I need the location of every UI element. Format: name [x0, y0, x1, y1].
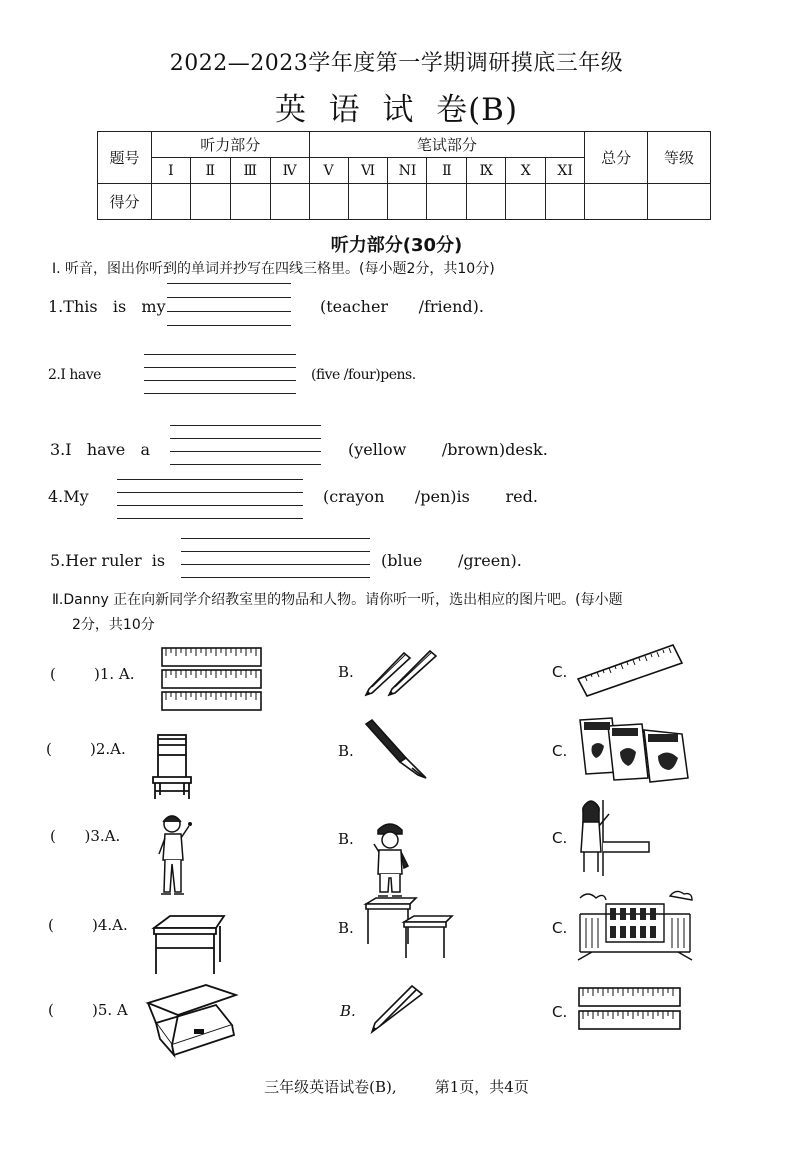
part1-instruction: Ⅰ. 听音，图出你听到的单词并抄写在四线三格里。(每小题2分，共10分): [52, 261, 495, 277]
score-col-9: Ⅸ: [467, 158, 506, 184]
score-cell[interactable]: [546, 184, 585, 220]
question-2-prefix: 2.I have: [48, 367, 101, 383]
score-cell[interactable]: [427, 184, 467, 220]
boy-student-icon[interactable]: [370, 822, 410, 898]
score-cell[interactable]: [388, 184, 427, 220]
score-col-3: Ⅲ: [230, 158, 270, 184]
score-cell[interactable]: [648, 184, 711, 220]
ruler-icon[interactable]: [575, 643, 685, 697]
score-col-1: Ⅰ: [151, 158, 190, 184]
fountain-pen-icon[interactable]: [362, 718, 430, 780]
exam-title-line1: 2022—2023学年度第一学期调研摸底三年级: [169, 51, 624, 76]
answer-paren-4[interactable]: ( )4.A.: [48, 916, 128, 934]
answer-paren-5[interactable]: ( )5. A: [48, 1001, 128, 1019]
question-5-prefix: 5.Her ruler is: [50, 551, 166, 570]
option-b-label-3: B.: [338, 830, 354, 848]
pencil-icon[interactable]: [370, 982, 426, 1034]
page-footer: 三年级英语试卷(B), 第1页，共4页: [264, 1078, 529, 1096]
score-table: [97, 131, 711, 220]
score-table-qnum-label: 题号: [98, 132, 152, 184]
score-cell[interactable]: [230, 184, 270, 220]
pencil-box-icon[interactable]: [146, 983, 238, 1057]
exam-title-line2: 英 语 试 卷(B): [274, 92, 519, 128]
score-cell[interactable]: [506, 184, 546, 220]
question-3-options: (yellow /brown)desk.: [348, 440, 548, 459]
question-4-writing-lines[interactable]: [117, 479, 303, 519]
question-5-writing-lines[interactable]: [181, 538, 370, 578]
answer-paren-3[interactable]: ( )3.A.: [50, 827, 121, 845]
question-1-options: (teacher /friend).: [320, 297, 484, 316]
option-c-label-1: C.: [552, 663, 568, 681]
score-col-6: Ⅵ: [348, 158, 388, 184]
option-b-label-5: B.: [340, 1002, 356, 1020]
score-cell[interactable]: [467, 184, 506, 220]
question-1-prefix: 1.This is my: [48, 297, 166, 316]
score-col-10: Ⅹ: [506, 158, 546, 184]
score-col-2: Ⅱ: [190, 158, 230, 184]
score-col-11: XI: [546, 158, 585, 184]
question-3-writing-lines[interactable]: [170, 425, 321, 465]
score-table-writing-label: 笔试部分: [309, 132, 585, 158]
question-1-writing-lines[interactable]: [167, 283, 291, 327]
score-table-total-label: 总分: [585, 132, 648, 184]
question-2-options: (five /four)pens.: [311, 367, 416, 383]
option-b-label-1: B.: [338, 663, 354, 681]
score-cell[interactable]: [348, 184, 388, 220]
question-4-prefix: 4.My: [48, 487, 89, 506]
two-desks-icon[interactable]: [364, 896, 454, 960]
two-rulers-icon[interactable]: [578, 986, 682, 1032]
score-table-score-label: 得分: [98, 184, 152, 220]
score-col-7: NI: [388, 158, 427, 184]
option-c-label-3: C.: [552, 829, 568, 847]
score-cell[interactable]: [151, 184, 190, 220]
desk-icon[interactable]: [150, 914, 226, 976]
question-5-options: (blue /green).: [381, 551, 522, 570]
option-c-label-4: C.: [552, 919, 568, 937]
answer-paren-2[interactable]: ( )2.A.: [46, 740, 126, 758]
score-col-4: Ⅳ: [270, 158, 309, 184]
score-cell[interactable]: [585, 184, 648, 220]
answer-paren-1[interactable]: ( )1. A.: [50, 665, 135, 683]
score-cell[interactable]: [190, 184, 230, 220]
girl-student-icon[interactable]: [155, 812, 195, 898]
part2-instruction-line2: 2分，共10分: [72, 617, 155, 633]
two-pencils-icon[interactable]: [362, 645, 444, 697]
question-4-options: (crayon /pen)is red.: [323, 487, 538, 506]
option-c-label-5: C.: [552, 1003, 568, 1021]
question-3-prefix: 3.I have a: [50, 440, 150, 459]
listening-section-heading: 听力部分(30分): [330, 235, 463, 256]
option-c-label-2: C.: [552, 742, 568, 760]
part2-instruction-line1: Ⅱ.Danny 正在向新同学介绍教室里的物品和人物。请你听一听，选出相应的图片吧。(每小题: [52, 592, 623, 608]
option-b-label-2: B.: [338, 742, 354, 760]
option-b-label-4: B.: [338, 919, 354, 937]
chair-icon[interactable]: [150, 733, 194, 801]
rulers-stack-icon[interactable]: [161, 646, 263, 712]
score-table-listening-label: 听力部分: [151, 132, 309, 158]
score-cell[interactable]: [309, 184, 348, 220]
score-table-grade-label: 等级: [648, 132, 711, 184]
storybooks-icon[interactable]: [578, 716, 690, 784]
question-2-writing-lines[interactable]: [144, 354, 296, 394]
score-col-8: Ⅱ: [427, 158, 467, 184]
teacher-icon[interactable]: [575, 796, 651, 876]
school-building-icon[interactable]: [576, 888, 694, 968]
score-cell[interactable]: [270, 184, 309, 220]
score-col-5: V: [309, 158, 348, 184]
